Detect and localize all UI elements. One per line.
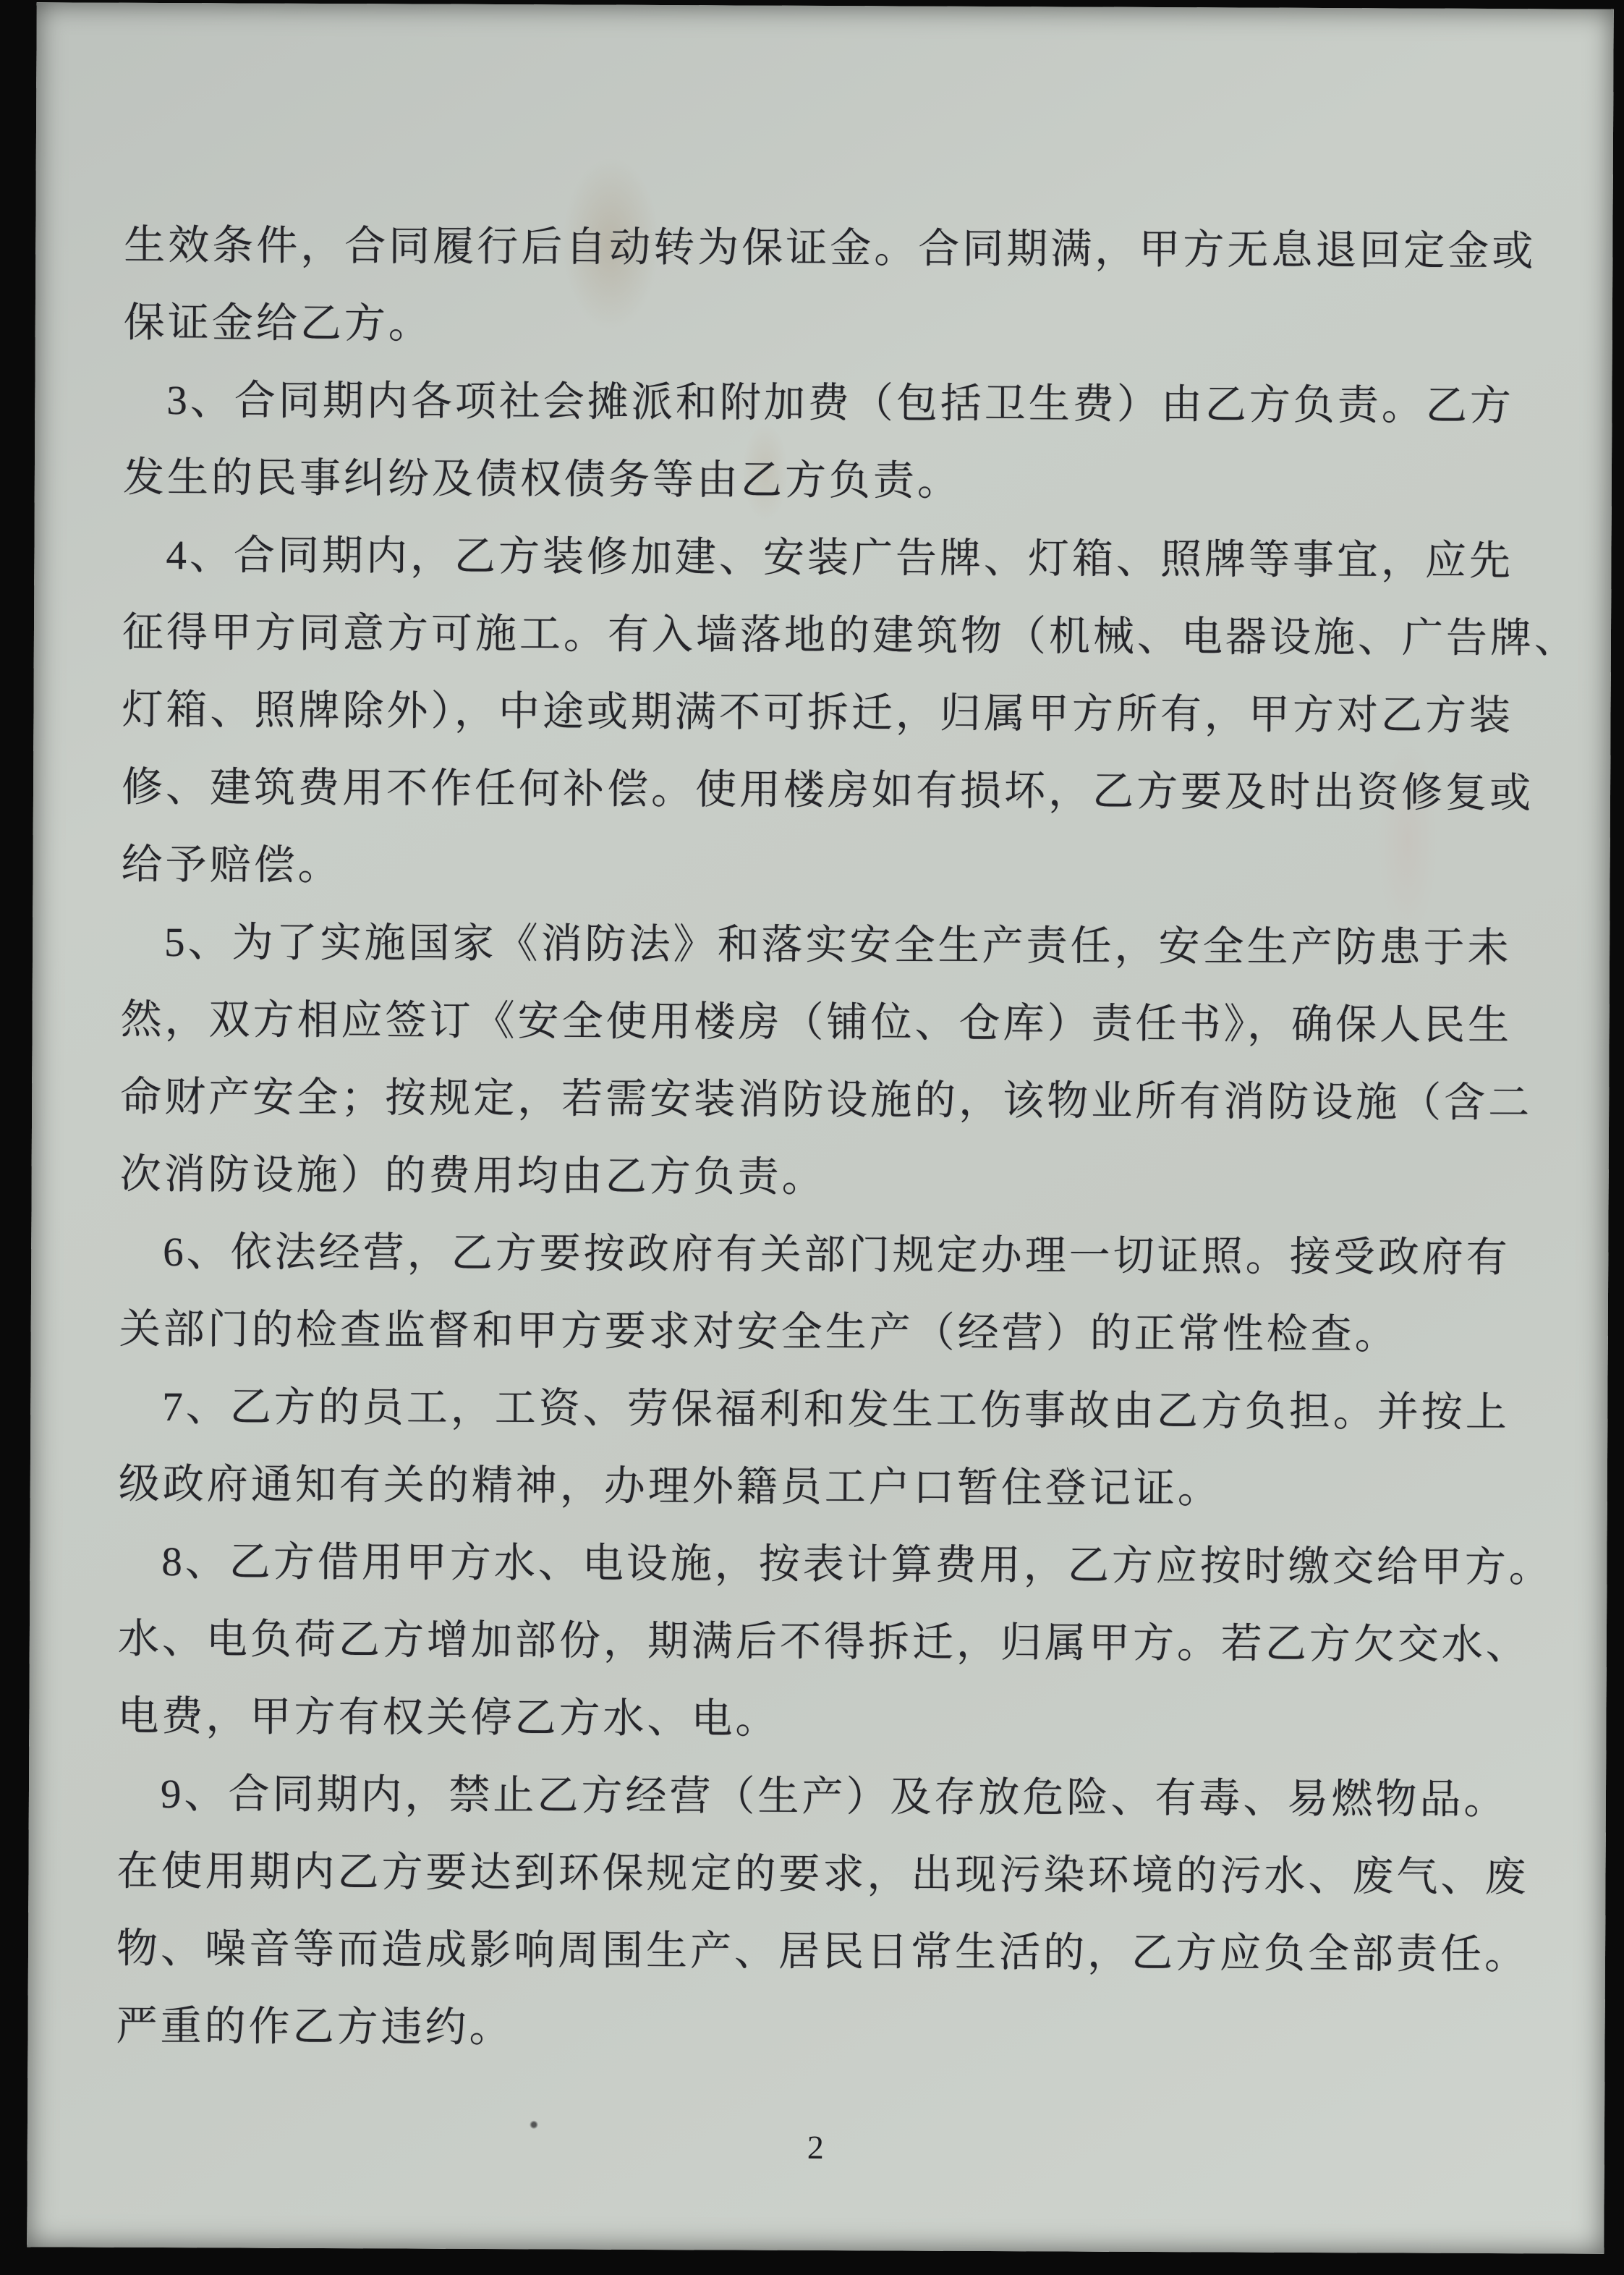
text-line: 4、合同期内，乙方装修加建、安装广告牌、灯箱、照牌等事宜，应先 [166,533,1514,585]
text-line: 保证金给乙方。 [123,300,433,347]
text-line: 灯箱、照牌除外），中途或期满不可拆迁，归属甲方所有，甲方对乙方装 [122,687,1514,740]
text-line: 水、电负荷乙方增加部份，期满后不得拆迁，归属甲方。若乙方欠交水、 [117,1616,1531,1669]
text-line: 修、建筑费用不作任何补偿。使用楼房如有损坏，乙方要及时出资修复或 [121,764,1534,817]
text-line: 生效条件，合同履行后自动转为保证金。合同期满，甲方无息退回定金或 [124,222,1536,275]
text-line: 严重的作乙方违约。 [116,2003,514,2051]
text-line: 5、为了实施国家《消防法》和落实安全生产责任，安全生产防患于未 [163,920,1512,972]
text-line: 7、乙方的员工，工资、劳保福利和发生工伤事故由乙方负担。并按上 [162,1384,1510,1436]
text-line: 物、噪音等而造成影响周围生产、居民日常生活的，乙方应负全部责任。 [116,1926,1529,1978]
document-page [27,2,1614,2253]
text-line: 6、依法经营，乙方要按政府有关部门规定办理一切证照。接受政府有 [163,1229,1510,1281]
text-line: 命财产安全；按规定，若需安装消防设施的，该物业所有消防设施（含二 [120,1074,1533,1127]
text-line: 8、乙方借用甲方水、电设施，按表计算费用，乙方应按时缴交给甲方。 [161,1539,1553,1591]
text-line: 给予赔偿。 [121,842,342,889]
text-line: 3、合同期内各项社会摊派和附加费（包括卫生费）由乙方负责。乙方 [166,378,1514,430]
text-line: 然，双方相应签订《安全使用楼房（铺位、仓库）责任书》，确保人民生 [120,996,1513,1049]
text-line: 级政府通知有关的精神，办理外籍员工户口暂住登记证。 [118,1461,1222,1512]
text-line: 征得甲方同意方可施工。有入墙落地的建筑物（机械、电器设施、广告牌、 [122,609,1579,662]
text-line: 电费，甲方有权关停乙方水、电。 [117,1693,780,1742]
document-lines [27,2,1613,2071]
text-line: 次消防设施）的费用均由乙方负责。 [119,1151,826,1201]
text-line: 关部门的检查监督和甲方要求对安全生产（经营）的正常性检查。 [119,1306,1399,1358]
text-line: 9、合同期内，禁止乙方经营（生产）及存放危险、有毒、易燃物品。 [160,1771,1508,1823]
text-line: 在使用期内乙方要达到环保规定的要求，出现污染环境的污水、废气、废 [116,1848,1529,1901]
text-line: 发生的民事纠纷及债权债务等由乙方负责。 [122,454,962,504]
page-number: 2 [807,2128,825,2166]
